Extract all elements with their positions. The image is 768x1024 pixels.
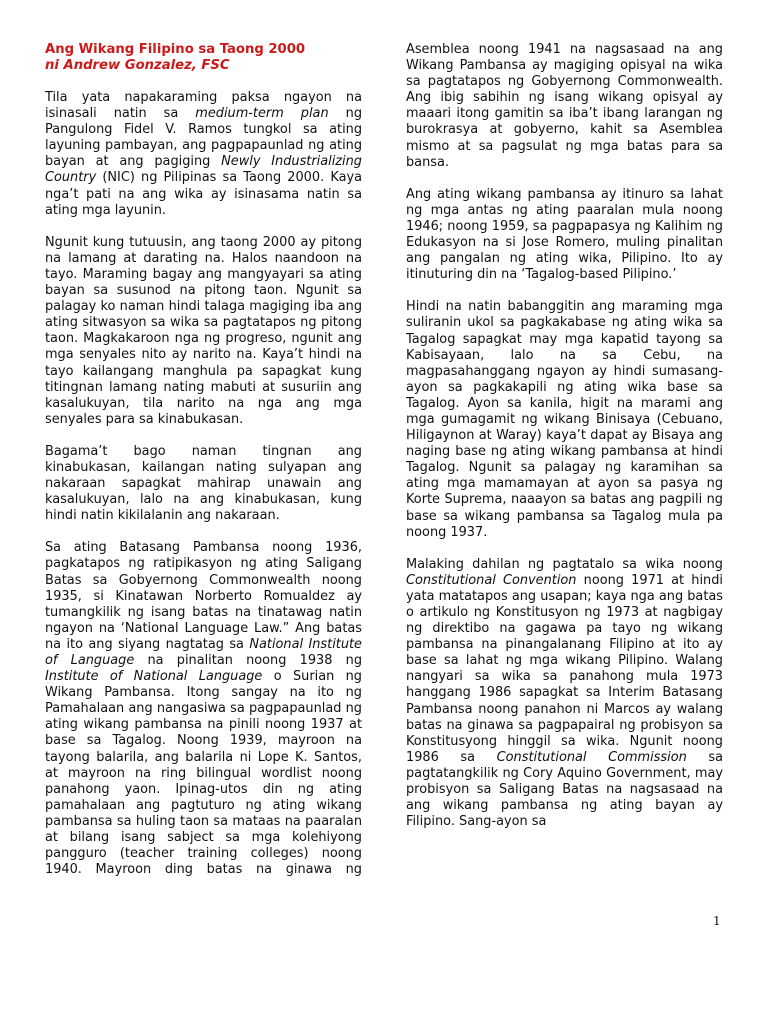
- paragraph: Bagama’t bago naman tingnan ang kinabukasan, kailangan nating sulyapan ang nakaraan sapagkat mahirap unawain ang kasalukuyan, lalo na ang kinabukasan, kung hindi natin kikilalanin ang nakaraan.: [45, 443, 362, 524]
- paragraph: Ang ating wikang pambansa ay itinuro sa lahat ng mga antas ng ating paaralan mula noong 1946; noong 1959, sa pagpapasya ng Kalihim ng Edukasyon na si Jose Romero, muling pinalitan ang pangalan ng ating wika, Pilipino. Ito ay itinuturing din na ‘Tagalog-based Pilipino.’: [406, 186, 723, 283]
- paragraph: Sa ating Batasang Pambansa noong 1936, pagkatapos ng ratipikasyon ng ating Saligang Batas sa Gobyernong Commonwealth noong 1935, si Kinatawan Norberto Romualdez ay tumangkilik ng isang batas na tinatawag natin ngayon na ‘National Language Law.” Ang batas na ito ang siyang nagtatag sa National Institute of Language na pinalitan noong 1938 ng Institute of National Language o Surian ng Wikang Pambansa. Itong sangay na ito ng Pamahalaan ang nangasiwa sa pagpapaunlad ng ating wikang pambansa na pinili noong 1937 at base sa Tagalog. Noong 1939, mayroon na tayong balarila, ang balarila ni Lope K. Santos, at mayroon na ring bilingual wordlist noong panahong yaon. Ipinag-utos din ng ating pamahalaan ang pagtuturo ng ating wikang pambansa sa huling taon sa mataas na paaralan at bilang isang sabject sa mga kolehiyong pangguro (teacher training colleges) noong 1940. Mayroon ding batas na ginawa ng: [45, 540, 362, 878]
- article-title: Ang Wikang Filipino sa Taong 2000: [45, 42, 306, 57]
- paragraph: Tila yata napakaraming paksa ngayon na isinasali natin sa medium-term plan ng Pangulong Fidel V. Ramos tungkol sa ating layuning pambayan, ang pagpapaunlad ng ating bayan at ang pagiging Newly Industrializing Country (NIC) ng Pilipinas sa Taong 2000. Kaya nga’t pati na ang wika ay isinasama natin sa ating mga layunin.: [45, 90, 363, 218]
- italic-phrase: Constitutional Commission: [496, 749, 687, 765]
- article-author: ni Andrew Gonzalez, FSC: [45, 58, 230, 73]
- paragraph: Malaking dahilan ng pagtatalo sa wika noong Constitutional Convention noong 1971 at hindi yata matatapos ang usapan; kaya nga ang batas o artikulo ng Konstitusyon ng 1973 at nagbigay ng direktibo na gagawa pa tayo ng wikang pambansa na pinangalanang Filipino at ito ay base sa lahat ng mga wikang Pilipino. Walang nangyari sa wika sa panahong mula 1973 hanggang 1986 sapagkat sa Interim Batasang Pambansa noong panahon ni Marcos ay walang batas na ginawa sa pagpapairal ng probisyon sa Konstitusyong hinggil sa wika. Ngunit noong 1986 sa Constitutional Commission sa pagtatangkilik ng Cory Aquino Government, may probisyon sa Saligang Batas na nagsasaad na ang wikang pambansa ng ating bayan ay Filipino. Sang-ayon sa: [406, 556, 724, 830]
- italic-phrase: Newly Industrializing Country: [45, 154, 362, 186]
- italic-phrase: Constitutional Convention: [406, 572, 577, 588]
- paragraph: Ngunit kung tutuusin, ang taong 2000 ay pitong na lamang at darating na. Halos naandoon na tayo. Maraming bagay ang mangyayari sa ating bayan sa susunod na pitong taon. Ngunit sa palagay ko naman hindi talaga magiging iba ang ating sitwasyon sa wika sa pagtatapos ng pitong taon. Magkakaroon nga ng progreso, ngunit ang mga senyales nito ay narito na. Kaya’t hindi na tayo kailangang manghula pa sapagkat kung titingnan lamang nating mabuti at susuriin ang kasalukuyan, tila narito na nga ang mga senyales para sa kinabukasan.: [45, 234, 362, 427]
- italic-phrase: National Institute of Language: [45, 636, 362, 668]
- page-number: 1: [713, 914, 721, 928]
- italic-phrase: Institute of National Language: [45, 669, 263, 685]
- paragraph-continued: Asemblea noong 1941 na nagsasaad na ang Wikang Pambansa ay magiging opisyal na wika sa pagtatapos ng Gobyernong Commonwealth. Ang ibig sabihin ng isang wikang opisyal ay maaari itong gamitin sa iba’t ibang larangan ng burokrasya at gobyerno, kahit sa Asemblea mismo at sa pagsulat ng mga batas para sa bansa.: [406, 42, 723, 170]
- left-column: [45, 42, 362, 878]
- italic-phrase: medium-term plan: [195, 106, 329, 122]
- right-column: [406, 42, 723, 846]
- paragraph: Hindi na natin babanggitin ang maraming mga suliranin ukol sa pagkakabase ng ating wika sa Tagalog sapagkat may mga kapatid tayong sa Kabisayaan, lalo na sa Cebu, na magpasahanggang ngayon ay hindi sumasang-ayon sa pagkakapili ng ating wika base sa Tagalog. Ayon sa kanila, higit na marami ang mga gumagamit ng wikang Binisaya (Cebuano, Hiligaynon at Waray) kaya’t dapat ay Bisaya ang naging base ng ating wikang pambansa at hindi Tagalog. Ngunit sa palagay ng karamihan sa ating mga mamamayan at ayon sa pasya ng Korte Suprema, naaayon sa batas ang pagpili ng base sa wikang pambansa sa Tagalog mula pa noong 1937.: [406, 299, 723, 540]
